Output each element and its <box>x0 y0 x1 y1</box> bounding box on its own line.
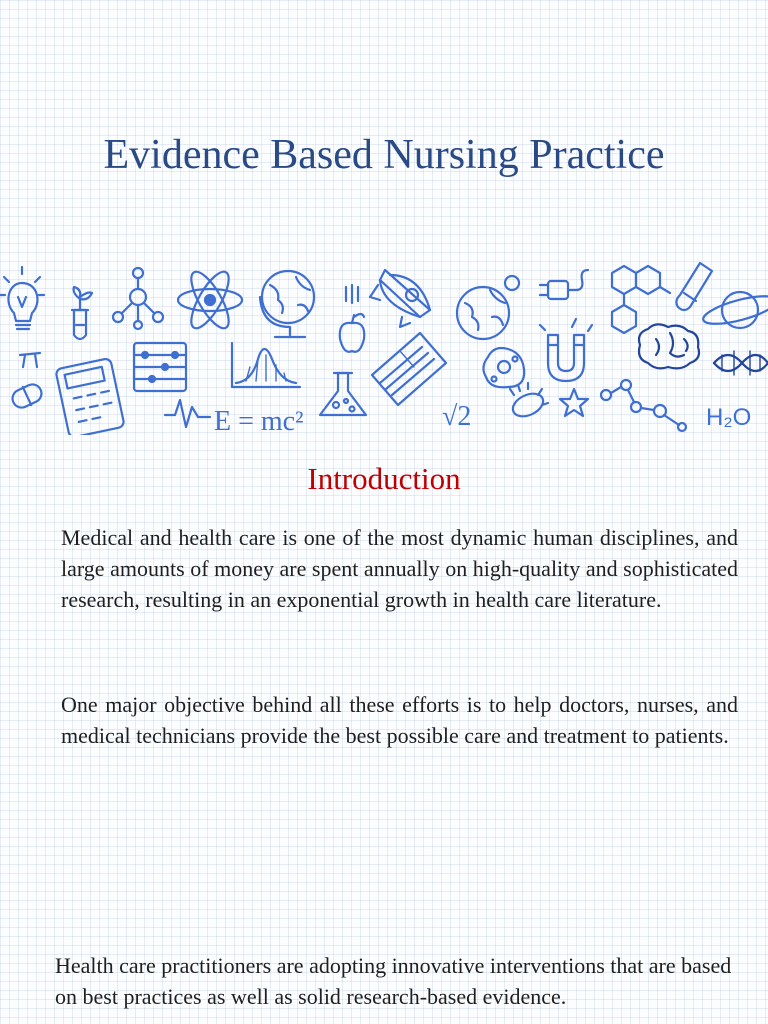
test-tube-icon <box>676 263 712 310</box>
emc2-label: E = mc² <box>214 406 304 435</box>
intro-paragraph-2: One major objective behind all these efforts is to help doctors, nurses, and medical technicians provide the best possible care and treatment to patients. <box>61 692 738 748</box>
heartbeat-icon <box>165 400 210 427</box>
cell-icon <box>483 348 524 387</box>
lightbulb-icon <box>0 267 44 329</box>
globe-icon <box>260 271 314 337</box>
pi-icon <box>20 353 40 367</box>
calculator-icon <box>55 358 124 435</box>
intro-paragraph-1: Medical and health care is one of the most dynamic human disciplines, and large amounts of money are spent annually on high-quality and sophisticated research, resulting in an exponential growth in health care literature. <box>61 525 738 612</box>
section-heading: Introduction <box>307 461 461 496</box>
atom-icon <box>178 267 242 333</box>
brain-icon <box>639 324 699 368</box>
flask-icon <box>320 373 366 415</box>
seedling-test-tube-icon <box>72 287 92 339</box>
book-icon <box>372 333 446 405</box>
rocket-icon <box>370 270 430 327</box>
molecule-icon <box>113 268 163 329</box>
page-title: Evidence Based Nursing Practice <box>103 132 665 178</box>
sqrt2-label: √2 <box>442 401 472 432</box>
star-icon <box>560 389 588 416</box>
bacteria-icon <box>509 383 548 421</box>
h2o-label: H₂O <box>706 404 752 431</box>
abacus-icon <box>134 343 186 391</box>
bell-curve-graph-icon <box>232 343 300 387</box>
hexagon-molecule-icon <box>612 266 670 333</box>
apple-icon <box>340 285 365 352</box>
saturn-icon <box>701 291 768 330</box>
plug-icon <box>540 270 588 299</box>
intro-paragraph-3: Health care practitioners are adopting innovative interventions that are based on best practices as well as solid research-based evidence. <box>55 953 732 1009</box>
dna-icon <box>714 351 768 375</box>
planet-earth-icon <box>457 276 519 339</box>
magnet-icon <box>540 319 592 381</box>
science-doodle-banner <box>0 255 768 435</box>
pill-icon <box>10 382 45 411</box>
molecule-chain-icon <box>601 380 686 431</box>
